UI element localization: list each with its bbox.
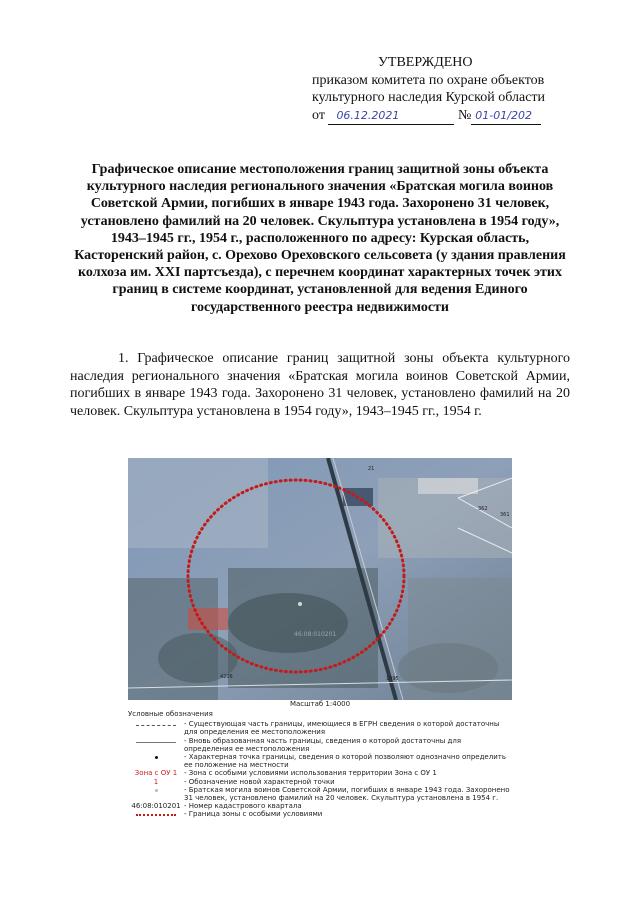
legend-item-new-point-designation bbox=[128, 778, 512, 786]
legend-item-characteristic-point bbox=[128, 753, 512, 769]
legend-item-monument bbox=[128, 786, 512, 802]
approval-date-number-row bbox=[312, 107, 612, 126]
approval-line-1: приказом комитета по охране объектов bbox=[312, 72, 545, 88]
legend-text: - Обозначение новой характерной точки bbox=[184, 777, 335, 786]
aerial-map bbox=[128, 458, 512, 700]
point-number-symbol: 1 bbox=[153, 777, 159, 786]
legend-item-zone bbox=[128, 769, 512, 777]
zone-symbol: Зона с ОУ 1 bbox=[134, 769, 178, 778]
point-icon bbox=[155, 756, 158, 759]
approval-date: 06.12.2021 bbox=[328, 107, 454, 126]
approval-stamp bbox=[312, 54, 612, 125]
legend bbox=[128, 710, 512, 819]
red-dotted-line-icon bbox=[136, 814, 176, 816]
legend-item-existing-boundary bbox=[128, 720, 512, 736]
map-label-4206: 4206 bbox=[220, 674, 233, 680]
legend-text: - Вновь образованная часть границы, сведения о которой достаточны для определения ее местоположения bbox=[184, 736, 462, 753]
legend-text: - Братская могила воинов Советской Армии, погибших в январе 1943 года. Захоронено 31 человек, установлено фамилий на 20 человек. Скульптура установлена в 1954 г. bbox=[184, 785, 510, 803]
map-svg bbox=[128, 458, 512, 700]
legend-item-cadastral-quarter bbox=[128, 802, 512, 810]
map-label-361: 361 bbox=[500, 512, 510, 518]
legend-text: - Существующая часть границы, имеющиеся в ЕГРН сведения о которой достаточны для определения ее местоположения bbox=[184, 720, 500, 737]
map-scale: Масштаб 1:4000 bbox=[289, 700, 351, 708]
approval-line-2: культурного наследия Курской области bbox=[312, 90, 546, 105]
map-label-1095: 1095 bbox=[386, 676, 399, 682]
solid-line-icon bbox=[136, 742, 176, 743]
approval-number: 01-01/202 bbox=[471, 107, 541, 126]
cadastral-symbol: 46:08:010201 bbox=[131, 802, 181, 811]
map-cadastral-label: 46:08:010201 bbox=[294, 631, 337, 638]
document-title: Графическое описание местоположения границ защитной зоны объекта культурного наследия регионального значения «Братская могила воинов Советской Армии, погибших в январе 1943 года. Захоронено 31 человек, установлено фамилий на 20 человек. Скульптура установлена в 1954 году», 1943–1945 гг., 1954 г., расположенного по адресу: Курская область, Касторенский район, с. Орехово Ореховского сельсовета (у здания правления колхоза им. XXI партсъезда), с перечнем координат характерных точек этих границ в системе координат, установленной для ведения Единого государственного реестра недвижимости bbox=[74, 162, 566, 315]
legend-item-new-boundary bbox=[128, 737, 512, 753]
dashed-line-icon bbox=[136, 725, 176, 726]
map-label-21: 21 bbox=[368, 466, 375, 472]
monument-icon bbox=[155, 789, 158, 792]
approval-title: УТВЕРЖДЕНО bbox=[378, 55, 473, 70]
map-label-362: 362 bbox=[478, 506, 488, 512]
approval-number-label: № bbox=[457, 107, 472, 123]
monument-point-icon bbox=[298, 602, 302, 606]
legend-text: - Зона с особыми условиями использования территории Зона с ОУ 1 bbox=[184, 769, 437, 778]
legend-item-zone-boundary bbox=[128, 810, 512, 818]
legend-text: - Граница зоны с особыми условиями bbox=[184, 810, 323, 819]
legend-text: - Номер кадастрового квартала bbox=[184, 802, 302, 811]
paragraph-1: 1. Графическое описание границ защитной зоны объекта культурного наследия регионального значения «Братская могила воинов Советской Армии, погибших в январе 1943 года. Захоронено 31 человек, установлено фамилий на 20 человек. Скульптура установлена в 1954 году», 1943–1945 гг., 1954 г. bbox=[70, 351, 570, 419]
legend-text: - Характерная точка границы, сведения о которой позволяют однозначно определить ее положение на местности bbox=[184, 753, 506, 770]
approval-from-label: от bbox=[312, 107, 325, 123]
legend-title: Условные обозначения bbox=[128, 710, 213, 718]
